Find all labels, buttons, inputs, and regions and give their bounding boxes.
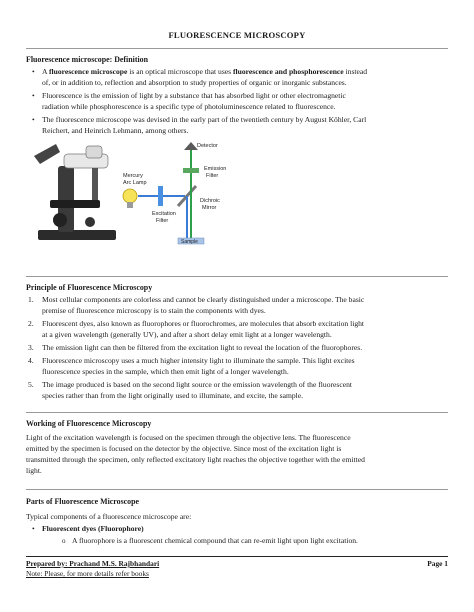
list-number: 2. bbox=[28, 319, 34, 328]
principle-item-4-line-2: fluorescence species in the sample, which then emit light of a longer wavelength. bbox=[42, 367, 289, 376]
principle-item-3: The emission light can then be filtered from the excitation light to reveal the location of the fluorophores. bbox=[42, 343, 363, 352]
dichroic-label: Dichroic bbox=[200, 198, 220, 204]
detector-label: Detector bbox=[197, 143, 218, 149]
divider bbox=[26, 48, 448, 49]
bullet-marker: • bbox=[32, 67, 35, 76]
footer-note: Note: Please, for more details refer books bbox=[26, 569, 149, 578]
parts-intro: Typical components of a fluorescence microscope are: bbox=[26, 512, 192, 521]
excitation-label: Excitation bbox=[152, 211, 176, 217]
mirror-label: Mirror bbox=[202, 205, 217, 211]
divider bbox=[26, 412, 448, 413]
excitation-filter bbox=[158, 186, 163, 206]
emission-filter-label: Filter bbox=[206, 173, 219, 179]
principle-item-1-line-2: premise of fluorescence microscopy is to stain the components with dyes. bbox=[42, 306, 266, 315]
definition-bullet-2-line-2: radiation while phosphorescence is a specific type of photoluminescence related to fluorescence. bbox=[42, 102, 336, 111]
bullet-marker: • bbox=[32, 115, 35, 124]
working-line-4: light. bbox=[26, 466, 42, 475]
working-line-1: Light of the excitation wavelength is focused on the specimen through the objective lens. The fluorescence bbox=[26, 433, 351, 442]
parts-item-fluorescent-dyes: Fluorescent dyes (Fluorophore) bbox=[42, 524, 144, 533]
section-heading-definition: Fluorescence microscope: Definition bbox=[26, 55, 148, 64]
working-line-2: emitted by the specimen is focused on the detector by the objective. Since most of the excitation light is bbox=[26, 444, 342, 453]
fluorescence-microscope-diagram bbox=[30, 140, 280, 252]
lamp-bulb bbox=[123, 189, 137, 208]
principle-item-2-line-2: at a given wavelength (generally UV), and after a short delay emit light at a longer wavelength. bbox=[42, 330, 332, 339]
prepared-by: Prepared by: Prachand M.S. Rajbhandari bbox=[26, 559, 160, 568]
definition-bullet-1-line-2: of, or in addition to, reflection and absorption to study properties of organic or inorganic substances. bbox=[42, 78, 347, 87]
list-number: 1. bbox=[28, 295, 34, 304]
bullet-marker: • bbox=[32, 524, 35, 533]
arc-lamp-label: Arc Lamp bbox=[123, 180, 147, 186]
principle-item-2: Fluorescent dyes, also known as fluorophores or fluorochromes, are molecules that absorb excitation light bbox=[42, 319, 365, 328]
excitation-filter-label: Filter bbox=[156, 218, 169, 224]
list-number: 4. bbox=[28, 356, 34, 365]
section-heading-principle: Principle of Fluorescence Microscopy bbox=[26, 283, 153, 292]
section-heading-working: Working of Fluorescence Microscopy bbox=[26, 419, 152, 428]
microscope-image bbox=[34, 144, 116, 240]
parts-subitem-fluorophore: A fluorophore is a fluorescent chemical compound that can re-emit light upon light excitation. bbox=[72, 536, 358, 545]
definition-bullet-1: A fluorescence microscope is an optical microscope that uses fluorescence and phosphorescence instead bbox=[42, 67, 368, 76]
definition-bullet-2: Fluorescence is the emission of light by a substance that has absorbed light or other electromagnetic bbox=[42, 91, 346, 100]
page-number: Page 1 bbox=[427, 559, 448, 568]
list-number: 3. bbox=[28, 343, 34, 352]
principle-item-5-line-2: species rather than from the light originally used to illuminate, and excite, the sample. bbox=[42, 391, 304, 400]
definition-bullet-3: The fluorescence microscope was devised in the early part of the twentieth century by August Köhler, Carl bbox=[42, 115, 367, 124]
divider bbox=[26, 276, 448, 277]
bullet-marker: • bbox=[32, 91, 35, 100]
definition-bullet-3-line-2: Reichert, and Heinrich Lehmann, among others. bbox=[42, 126, 189, 135]
emission-label: Emission bbox=[204, 166, 227, 172]
principle-item-1: Most cellular components are colorless and cannot be clearly distinguished under a microscope. The basic bbox=[42, 295, 365, 304]
working-line-3: transmitted through the specimen, only reflected excitatory light reaches the objective together with the emitted bbox=[26, 455, 365, 464]
emission-filter bbox=[183, 168, 199, 173]
sample-label: Sample bbox=[181, 239, 198, 245]
sub-bullet-marker: o bbox=[62, 537, 66, 545]
section-heading-parts: Parts of Fluorescence Microscope bbox=[26, 497, 139, 506]
principle-item-4: Fluorescence microscopy uses a much higher intensity light to illuminate the sample. This light excites bbox=[42, 356, 355, 365]
mercury-label: Mercury bbox=[123, 173, 143, 179]
detector-icon bbox=[184, 142, 198, 150]
footer-divider bbox=[26, 556, 448, 557]
divider bbox=[26, 489, 448, 490]
principle-item-5: The image produced is based on the second light source or the emission wavelength of the fluorescent bbox=[42, 380, 352, 389]
page-title: FLUORESCENCE MICROSCOPY bbox=[168, 30, 306, 40]
list-number: 5. bbox=[28, 380, 34, 389]
